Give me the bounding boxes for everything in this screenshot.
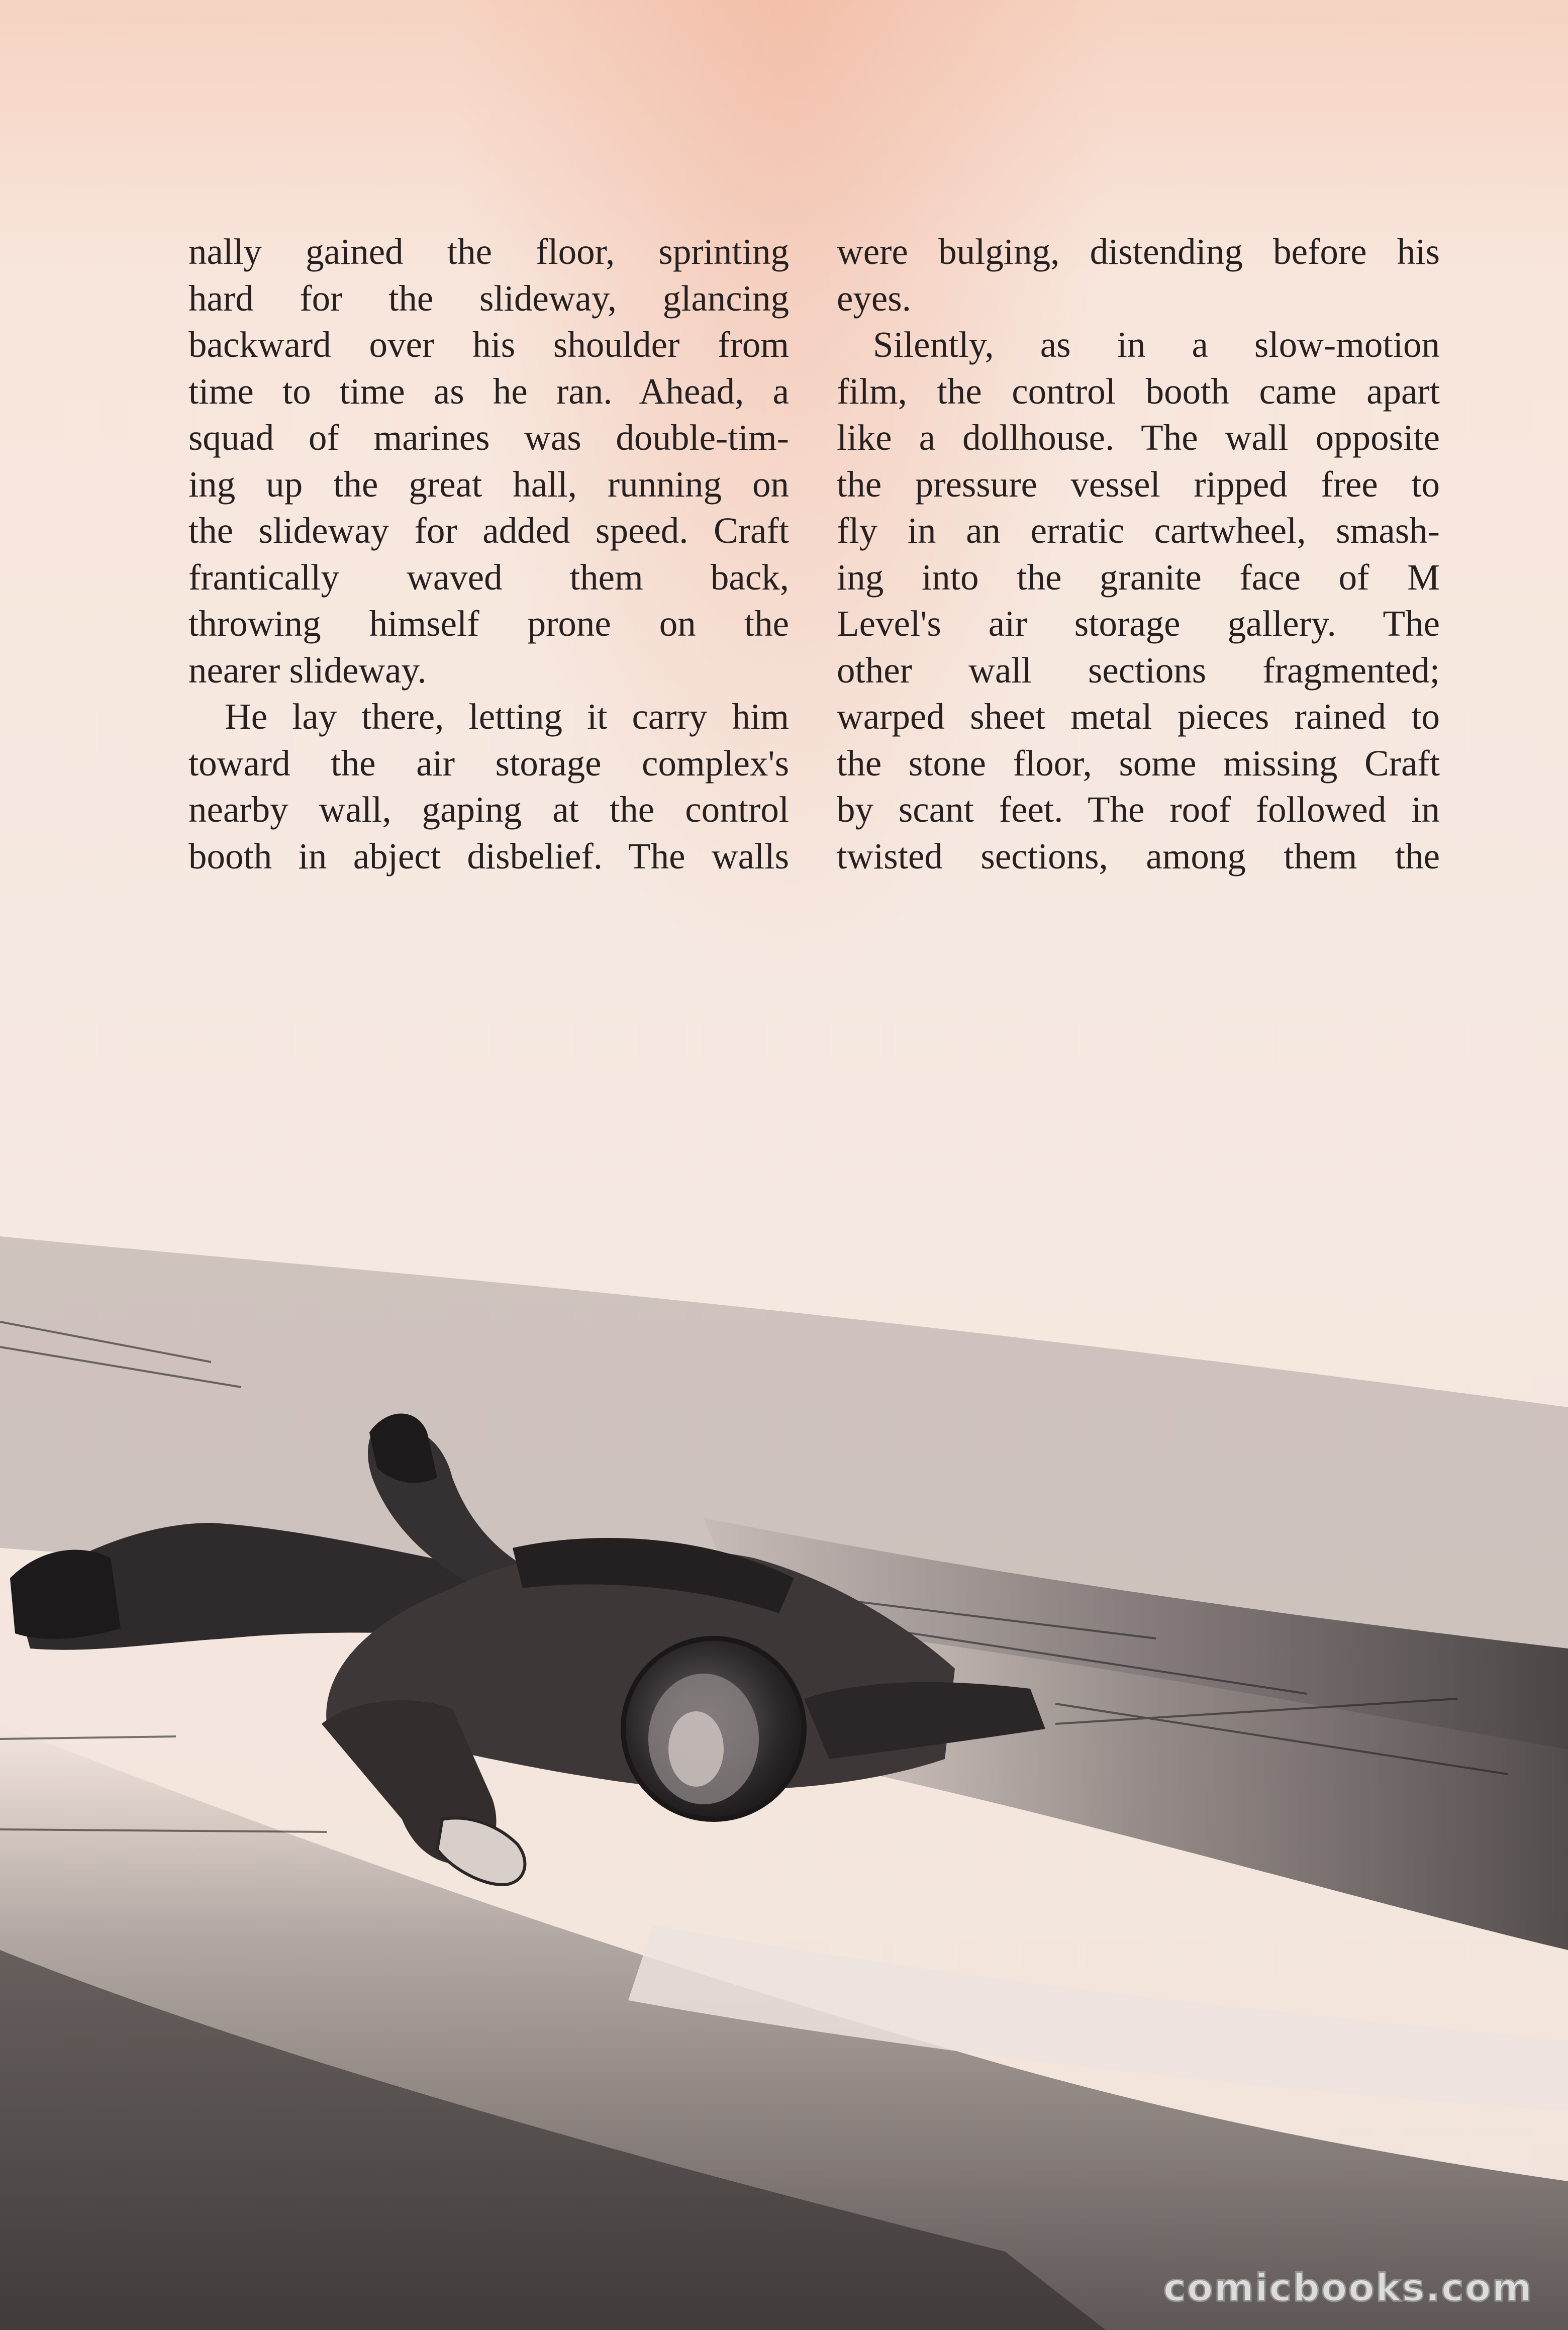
text-line: nearer slideway.: [188, 649, 427, 691]
text-line: time to time as he ran. Ahead, a: [188, 370, 789, 412]
text-line: ing up the great hall, running on: [188, 463, 789, 505]
text-line: film, the control booth came apart: [837, 370, 1440, 412]
text-line: ing into the granite face of M: [837, 556, 1440, 598]
text-line: He lay there, letting it carry him: [225, 696, 789, 737]
text-column-right: [837, 229, 1440, 880]
text-line: by scant feet. The roof followed in: [837, 789, 1440, 830]
text-line: throwing himself prone on the: [188, 603, 789, 644]
text-line: twisted sections, among them the: [837, 835, 1440, 877]
text-line: like a dollhouse. The wall opposite: [837, 417, 1440, 458]
text-line: frantically waved them back,: [188, 556, 789, 598]
text-line: toward the air storage complex's: [188, 742, 789, 784]
text-line: fly in an erratic cartwheel, smash-: [837, 510, 1440, 551]
text-line: the slideway for added speed. Craft: [188, 510, 789, 551]
text-line: nearby wall, gaping at the control: [188, 789, 789, 830]
text-line: were bulging, distending before his: [837, 231, 1440, 272]
text-line: nally gained the floor, sprinting: [188, 231, 789, 272]
illustration-prone-figure: [0, 1196, 1568, 2330]
text-line: squad of marines was double-tim-: [188, 417, 789, 458]
text-line: the pressure vessel ripped free to: [837, 463, 1440, 505]
text-column-left: [188, 229, 789, 880]
text-line: hard for the slideway, glancing: [188, 277, 789, 319]
text-line: eyes.: [837, 277, 911, 319]
text-line: Level's air storage gallery. The: [837, 603, 1440, 644]
text-line: warped sheet metal pieces rained to: [837, 696, 1440, 737]
text-line: backward over his shoulder from: [188, 324, 789, 365]
text-line: the stone floor, some missing Craft: [837, 742, 1440, 784]
text-line: booth in abject disbelief. The walls: [188, 835, 789, 877]
text-line: Silently, as in a slow-motion: [873, 324, 1440, 365]
watermark: comicbooks.com: [1163, 2265, 1533, 2310]
text-line: other wall sections fragmented;: [837, 649, 1440, 691]
